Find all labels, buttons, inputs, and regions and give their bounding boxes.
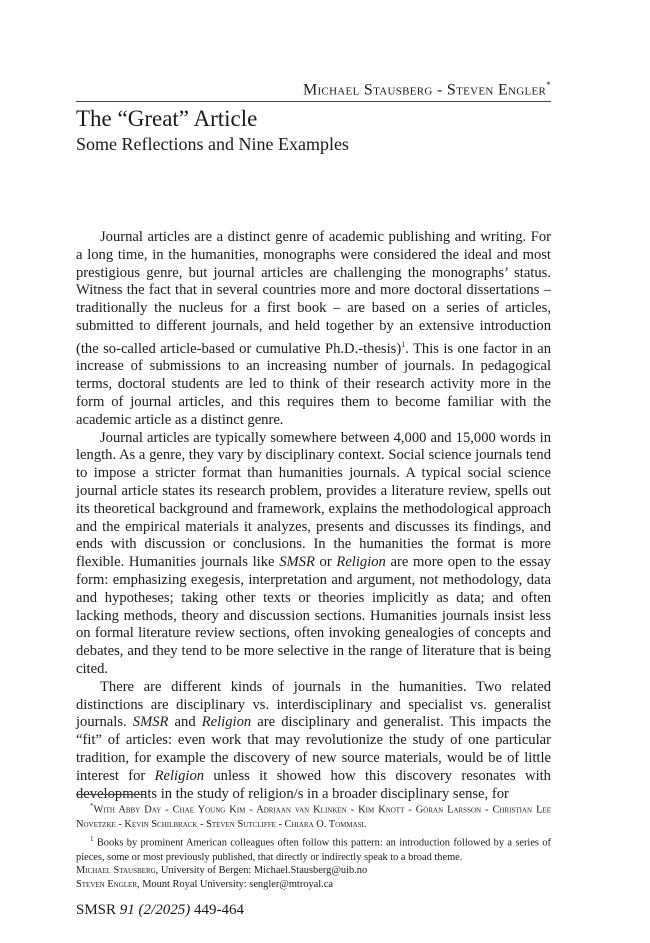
paragraph-2-conj: or — [314, 554, 337, 571]
footnote-star-marker: * — [90, 802, 94, 810]
paragraph-3-text-b: are disciplinary and generalist. This impacts the “fit” of articles: even work that may revolutionize the study of one particular tradition, for example the discovery of new source materials, would be of little interest for — [76, 714, 551, 784]
footnote-1-marker: 1 — [90, 835, 94, 844]
running-authors — [303, 80, 551, 99]
journal-name-smsr: SMSR — [279, 554, 315, 571]
header-rule — [76, 101, 551, 102]
affiliation-stausberg — [76, 864, 551, 878]
footnote-star — [76, 799, 551, 832]
footnote-star-text: With Abby Day - Chae Young Kim - Adriaan van Klinken - Kim Knott - Göran Larsson - Christian Lee Novetzke - Kevin Schilbrack - Steven Sutcliffe - Chiara O. Tommasi. — [76, 804, 551, 830]
footnote-rule — [76, 794, 146, 795]
journal-volume: 91 (2/2025) — [119, 902, 191, 918]
paragraph-1-text-b: . This is one factor in an increase of submissions to an increasing number of journals. In pedagogical terms, doctoral students are led to think of their research activity more in the form of journal articles, and this requires them to become familiar with the academic article as a distinct genre. — [76, 340, 551, 428]
footnote-1-text: Books by prominent American colleagues often follow this pattern: an introduction followed by a series of pieces, some or most previously published, that directly or indirectly speak to a broad theme. — [76, 837, 551, 864]
paragraph-2-text-a: Journal articles are typically somewhere between 4,000 and 15,000 words in length. As a genre, they vary by disciplinary context. Social science journals tend to impose a stricter format than humanities journals. A typical social science journal article states its research problem, provides a literature review, spells out its theoretical background and framework, explains the methodological approach and the empirical materials it analyzes, presents and discusses its findings, and ends with discussion or conclusions. In the humanities the format is more flexible. Humanities journals like — [76, 429, 551, 571]
footnote-ref-1: 1 — [401, 339, 406, 349]
paragraph-3-text-c: unless it showed how this discovery resonates with developments in the study of religion/s in a broader disciplinary sense, for — [76, 767, 551, 802]
journal-name-smsr: SMSR — [132, 714, 169, 731]
journal-name: SMSR — [76, 902, 117, 918]
footnotes — [76, 799, 551, 866]
paragraph-1 — [76, 229, 551, 430]
paragraph-1-text-a: Journal articles are a distinct genre of academic publishing and writing. For a long time, in the humanities, monographs were considered the ideal and most prestigious genre, but journal articles are challenging the monographs’ status. Witness the fact that in several countries more and more doctoral dissertations – traditionally the nucleus for a first book – are based on a series of articles, submitted to different journals, and held together by an extensive introduction (the so-called article-based or cumulative Ph.D.-thesis) — [76, 229, 551, 357]
paragraph-3 — [76, 679, 551, 804]
paragraph-3-text-a: There are different kinds of journals in the humanities. Two related distinctions are disciplinary vs. interdisciplinary and specialist vs. generalist journals. — [76, 678, 551, 731]
affiliation-name: Steven Engler — [76, 878, 137, 890]
paragraph-2 — [76, 430, 551, 679]
affiliation-engler — [76, 878, 551, 892]
article-title: The “Great” Article — [76, 106, 258, 131]
footnote-1 — [76, 832, 551, 865]
paragraph-3-conj: and — [168, 714, 202, 731]
paragraph-2-text-b: are more open to the essay form: emphasizing exegesis, interpretation and argument, not methodology, data and hypotheses; taking other texts or theories implicitly as data; and often lacking methods, theory and discussion sections. Humanities journals insist less on formal literature review sections, often invoking genealogies of concepts and debates, and they tend to be more selective in the range of literature that is being cited. — [76, 554, 551, 677]
journal-citation — [76, 902, 244, 919]
journal-name-religion: Religion — [201, 714, 252, 731]
journal-pages: 449-464 — [193, 902, 244, 918]
affiliation-details: , Mount Royal University: sengler@mtroyal.ca — [137, 878, 333, 890]
journal-name-religion: Religion — [154, 767, 205, 784]
journal-name-religion: Religion — [336, 554, 386, 571]
affiliation-name: Michael Stausberg — [76, 865, 156, 876]
author-names: Michael Stausberg - Steven Engler — [302, 81, 547, 99]
authors-footnote-marker: * — [546, 80, 551, 90]
affiliation-details: , University of Bergen: Michael.Stausberg@uib.no — [155, 865, 368, 876]
article-body — [76, 229, 551, 803]
author-affiliations — [76, 864, 551, 891]
article-subtitle: Some Reflections and Nine Examples — [76, 134, 349, 154]
